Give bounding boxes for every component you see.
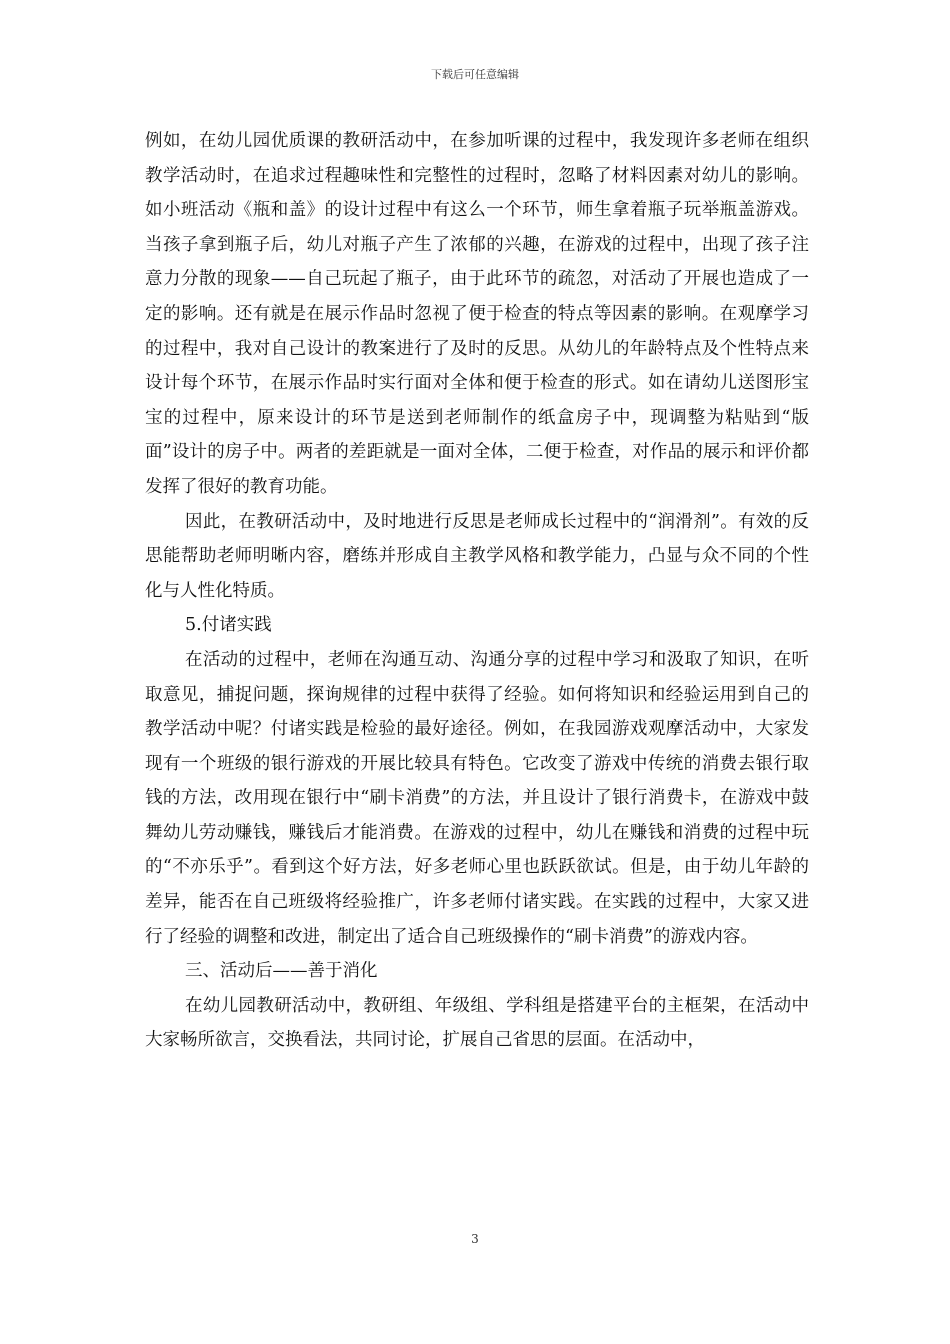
paragraph-practice: 在活动的过程中，老师在沟通互动、沟通分享的过程中学习和汲取了知识，在听取意见，捕捉问题，探询规律的过程中获得了经验。如何将知识和经验运用到自己的教学活动中呢？付诸实践是检验的最好途径。例如，在我园游戏观摩活动中，大家发现有一个班级的银行游戏的开展比较具有特色。它改变了游戏中传统的消费去银行取钱的方法，改用现在银行中“刷卡消费”的方法，并且设计了银行消费卡，在游戏中鼓舞幼儿劳动赚钱，赚钱后才能消费。在游戏的过程中，幼儿在赚钱和消费的过程中玩的“不亦乐乎”。看到这个好方法，好多老师心里也跃跃欲试。但是，由于幼儿年龄的差异，能否在自己班级将经验推广，许多老师付诸实践。在实践的过程中，大家又进行了经验的调整和改进，制定出了适合自己班级操作的“刷卡消费”的游戏内容。 <box>145 649 809 947</box>
paragraph-after-activity: 在幼儿园教研活动中，教研组、年级组、学科组是搭建平台的主框架，在活动中大家畅所欲言，交换看法，共同讨论，扩展自己省思的层面。在活动中， <box>145 995 809 1051</box>
section-heading-after-activity: 三、活动后——善于消化 <box>185 961 378 982</box>
paragraph-reflection: 因此，在教研活动中，及时地进行反思是老师成长过程中的“润滑剂”。有效的反思能帮助老师明晰内容，磨练并形成自主教学风格和教学能力，凸显与众不同的个性化与人性化特质。 <box>145 511 809 601</box>
page-header: 下载后可任意编辑 <box>431 68 519 81</box>
paragraph-example: 例如，在幼儿园优质课的教研活动中，在参加听课的过程中，我发现许多老师在组织教学活动时，在追求过程趣味性和完整性的过程时，忽略了材料因素对幼儿的影响。如小班活动《瓶和盖》的设计过程中有这么一个环节，师生拿着瓶子玩举瓶盖游戏。当孩子拿到瓶子后，幼儿对瓶子产生了浓郁的兴趣，在游戏的过程中，出现了孩子注意力分散的现象——自己玩起了瓶子，由于此环节的疏忽，对活动了开展也造成了一定的影响。还有就是在展示作品时忽视了便于检查的特点等因素的影响。在观摩学习的过程中，我对自己设计的教案进行了及时的反思。从幼儿的年龄特点及个性特点来设计每个环节，在展示作品时实行面对全体和便于检查的形式。如在请幼儿送图形宝宝的过程中，原来设计的环节是送到老师制作的纸盒房子中，现调整为粘贴到“版面”设计的房子中。两者的差距就是一面对全体，二便于检查，对作品的展示和评价都发挥了很好的教育功能。 <box>145 131 809 497</box>
document-body <box>145 124 809 1058</box>
page-number: 3 <box>471 1232 479 1246</box>
section-heading-practice: 5.付诸实践 <box>185 615 272 636</box>
